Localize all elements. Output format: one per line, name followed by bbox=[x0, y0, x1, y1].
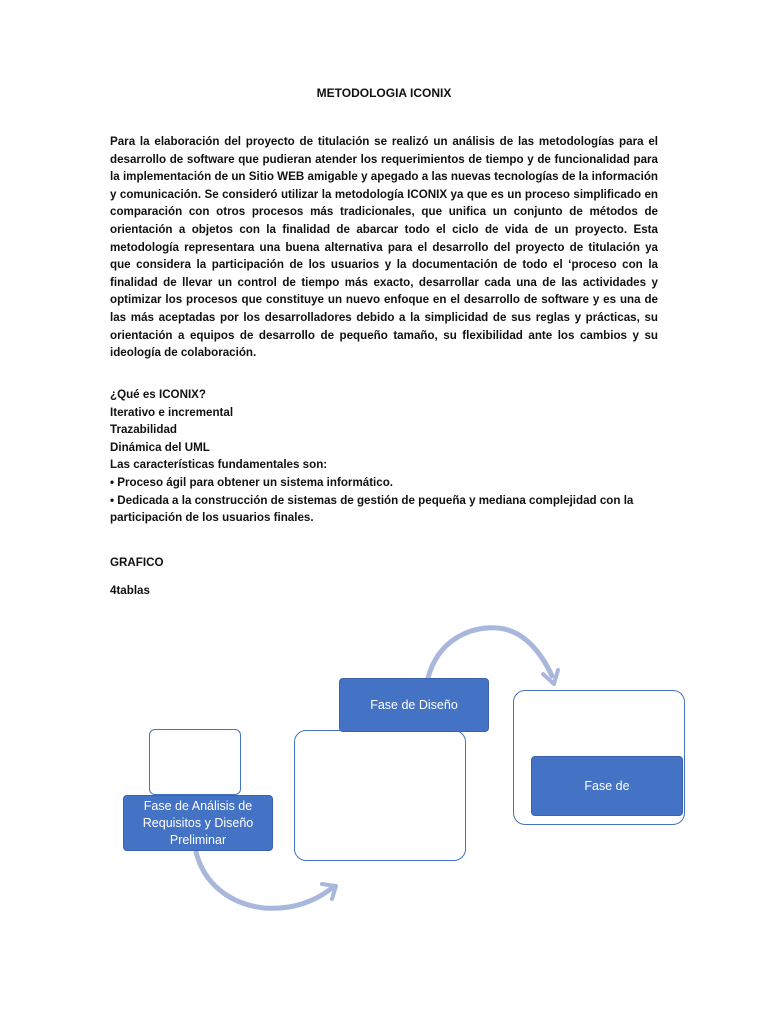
document-title: METODOLOGIA ICONIX bbox=[316, 86, 452, 100]
phase1-outline-box bbox=[149, 729, 241, 795]
tablas-label: 4tablas bbox=[110, 584, 150, 597]
phase2-outline-box bbox=[294, 730, 466, 861]
intro-paragraph: Para la elaboración del proyecto de titulación se realizó un análisis de las metodologías para el desarrollo de software que pudieran atender los requerimientos de tiempo y de funcionalidad para la implementación de un Sitio WEB amigable y apegado a las nuevas tecnologías de la información y comunicación. Se consideró utilizar la metodología ICONIX ya que es un proceso simplificado en comparación con otros procesos más tradicionales, que unifica un conjunto de métodos de orientación a objetos con la finalidad de abarcar todo el ciclo de vida de un proyecto. Esta metodología representara una buena alternativa para el desarrollo del proyecto de titulación ya que considera la participación de los usuarios y la documentación de todo el ‘proceso con la finalidad de llevar un control de tiempo más exacto, desarrollar cada una de las actividades y optimizar los procesos que constituye un nuevo enfoque en el desarrollo de software y es una de las más aceptadas por los desarrolladores debido a la simplicidad de sus reglas y prácticas, su orientación a equipos de desarrollo de pequeño tamaño, su flexibilidad ante los cambios y su ideología de colaboración. bbox=[110, 135, 658, 360]
phase3-label-box: Fase de bbox=[531, 756, 683, 816]
phase2-label-box: Fase de Diseño bbox=[339, 678, 489, 732]
grafico-heading: GRAFICO bbox=[110, 556, 164, 569]
arrow-up-curve bbox=[428, 628, 552, 678]
bullet-item: • Proceso ágil para obtener un sistema informático. bbox=[110, 475, 394, 489]
feature-line: Trazabilidad bbox=[110, 423, 178, 437]
feature-line: Iterativo e incremental bbox=[110, 405, 234, 419]
bullet-item: • Dedicada a la construcción de sistemas de gestión de pequeña y mediana complejidad con la participación de los usuarios finales. bbox=[110, 493, 634, 525]
feature-line: Dinámica del UML bbox=[110, 440, 210, 454]
phase1-label-box: Fase de Análisis de Requisitos y Diseño Preliminar bbox=[123, 795, 273, 851]
characteristics-intro: Las características fundamentales son: bbox=[110, 458, 328, 472]
question-heading: ¿Qué es ICONIX? bbox=[110, 388, 206, 401]
